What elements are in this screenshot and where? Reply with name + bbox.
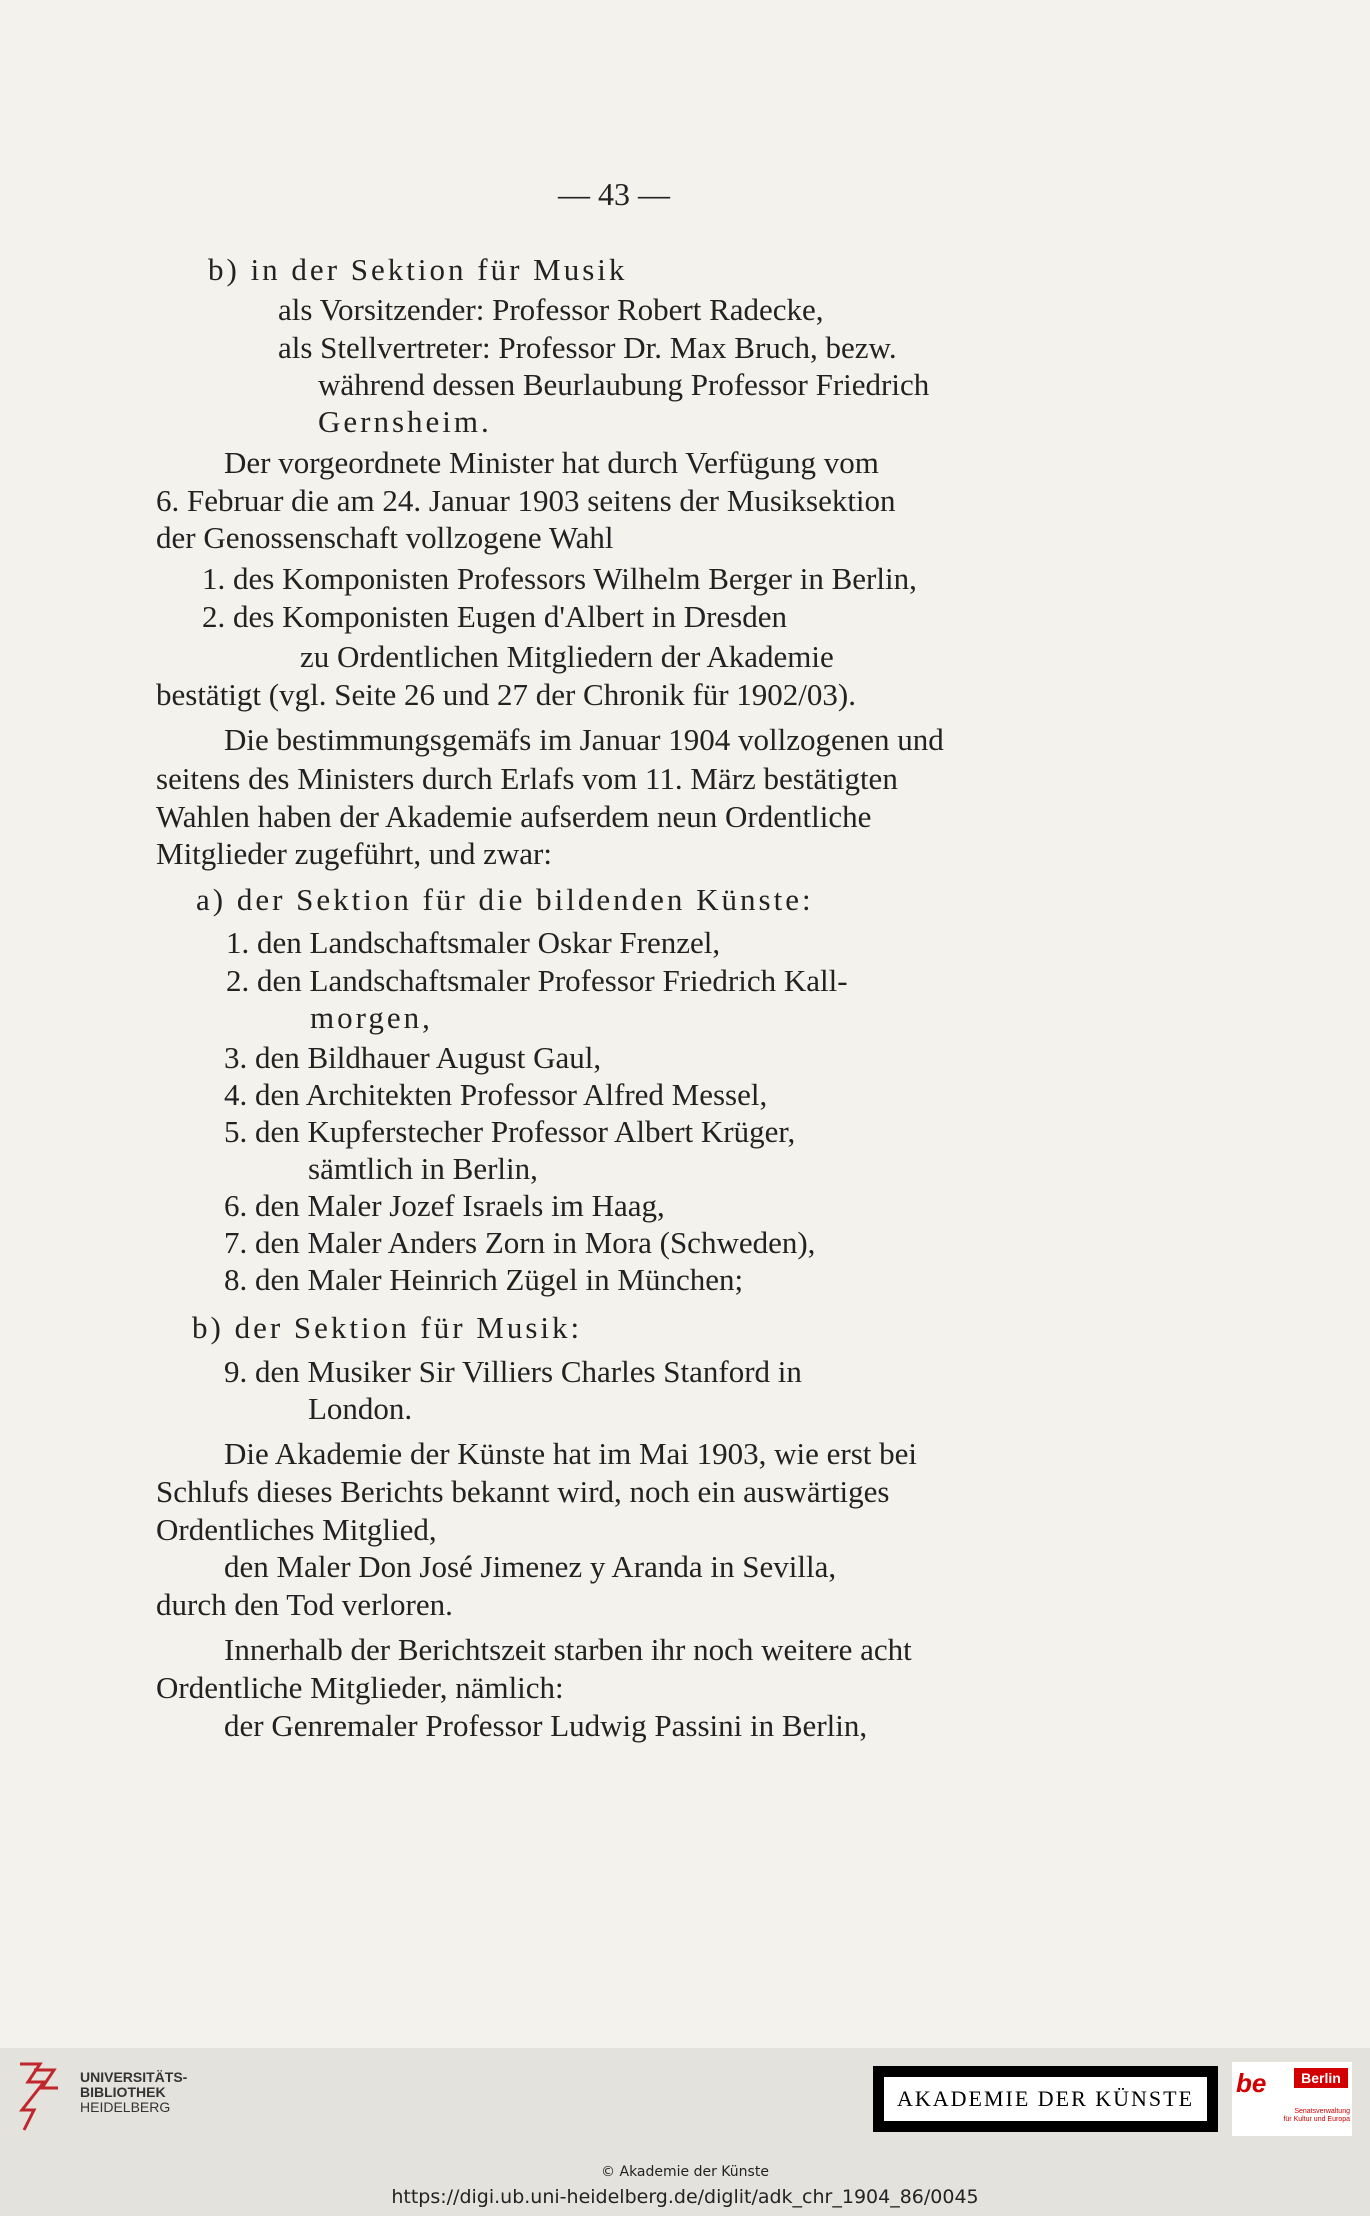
text-line: 4. den Architekten Professor Alfred Messel, — [224, 1077, 768, 1112]
copyright-notice: © Akademie der Künste — [601, 2164, 769, 2180]
text-line: den Maler Don José Jimenez y Aranda in Sevilla, — [224, 1549, 837, 1584]
text-line: Der vorgeordnete Minister hat durch Verfügung vom — [224, 445, 879, 480]
text-line: zu Ordentlichen Mitgliedern der Akademie — [300, 639, 834, 674]
text-line: Wahlen haben der Akademie aufserdem neun Ordentliche — [156, 799, 872, 834]
text-line: bestätigt (vgl. Seite 26 und 27 der Chronik für 1902/03). — [156, 677, 856, 712]
berlin-be-mark: be — [1236, 2068, 1267, 2098]
text-line: 2. den Landschaftsmaler Professor Friedrich Kall- — [226, 963, 848, 998]
university-library-logo-icon — [14, 2060, 66, 2136]
text-line: 1. des Komponisten Professors Wilhelm Berger in Berlin, — [202, 561, 917, 596]
text-line: 7. den Maler Anders Zorn in Mora (Schweden), — [224, 1225, 816, 1260]
text-line: London. — [308, 1391, 413, 1426]
berlin-small-text — [1262, 2108, 1350, 2124]
text-line: 9. den Musiker Sir Villiers Charles Stanford in — [224, 1354, 802, 1389]
text-line: b) in der Sektion für Musik — [208, 252, 628, 287]
text-line: während dessen Beurlaubung Professor Friedrich — [318, 367, 930, 402]
text-line: 6. Februar die am 24. Januar 1903 seitens der Musiksektion — [156, 483, 896, 518]
text-line: der Genremaler Professor Ludwig Passini in Berlin, — [224, 1708, 868, 1743]
text-line: 1. den Landschaftsmaler Oskar Frenzel, — [226, 925, 721, 960]
text-line: morgen, — [310, 1000, 433, 1035]
akademie-label: AKADEMIE DER KÜNSTE — [883, 2076, 1208, 2122]
library-line: BIBLIOTHEK — [80, 2084, 166, 2100]
library-line: UNIVERSITÄTS- — [80, 2069, 188, 2085]
berlin-senate-logo — [1232, 2062, 1356, 2142]
text-line: Ordentliches Mitglied, — [156, 1512, 437, 1547]
text-line: als Stellvertreter: Professor Dr. Max Bruch, bezw. — [278, 330, 897, 365]
text-line: Schlufs dieses Berichts bekannt wird, noch ein auswärtiges — [156, 1474, 890, 1509]
text-line: Ordentliche Mitglieder, nämlich: — [156, 1670, 564, 1705]
berlin-tag: Berlin — [1294, 2068, 1348, 2088]
permalink-url[interactable]: https://digi.ub.uni-heidelberg.de/diglit/adk_chr_1904_86/0045 — [391, 2186, 979, 2208]
text-line: 2. des Komponisten Eugen d'Albert in Dresden — [202, 599, 788, 634]
text-line: sämtlich in Berlin, — [308, 1151, 538, 1186]
page-number: — 43 — — [558, 176, 670, 212]
text-line: Mitglieder zugeführt, und zwar: — [156, 836, 552, 871]
text-line: der Genossenschaft vollzogene Wahl — [156, 520, 614, 555]
text-line: Innerhalb der Berichtszeit starben ihr noch weitere acht — [224, 1632, 912, 1667]
text-line: 8. den Maler Heinrich Zügel in München; — [224, 1262, 744, 1297]
text-line: seitens des Ministers durch Erlafs vom 11. März bestätigten — [156, 761, 898, 796]
berlin-small-line: Senatsverwaltung — [1294, 2108, 1350, 2115]
text-line: als Vorsitzender: Professor Robert Radecke, — [278, 292, 824, 327]
text-line: 3. den Bildhauer August Gaul, — [224, 1040, 602, 1075]
berlin-logo-box — [1232, 2062, 1352, 2136]
text-line: b) der Sektion für Musik: — [192, 1310, 583, 1345]
text-line: Gernsheim. — [318, 404, 492, 439]
text-line: 6. den Maler Jozef Israels im Haag, — [224, 1188, 665, 1223]
berlin-small-line: für Kultur und Europa — [1283, 2116, 1350, 2123]
university-library-name — [80, 2070, 187, 2115]
text-line: durch den Tod verloren. — [156, 1587, 453, 1622]
text-line: Die bestimmungsgemäfs im Januar 1904 vollzogenen und — [224, 722, 944, 757]
library-line: HEIDELBERG — [80, 2099, 171, 2115]
text-line: 5. den Kupferstecher Professor Albert Krüger, — [224, 1114, 796, 1149]
akademie-logo[interactable] — [873, 2066, 1218, 2132]
text-line: Die Akademie der Künste hat im Mai 1903, wie erst bei — [224, 1436, 918, 1471]
text-line: a) der Sektion für die bildenden Künste: — [196, 882, 814, 917]
